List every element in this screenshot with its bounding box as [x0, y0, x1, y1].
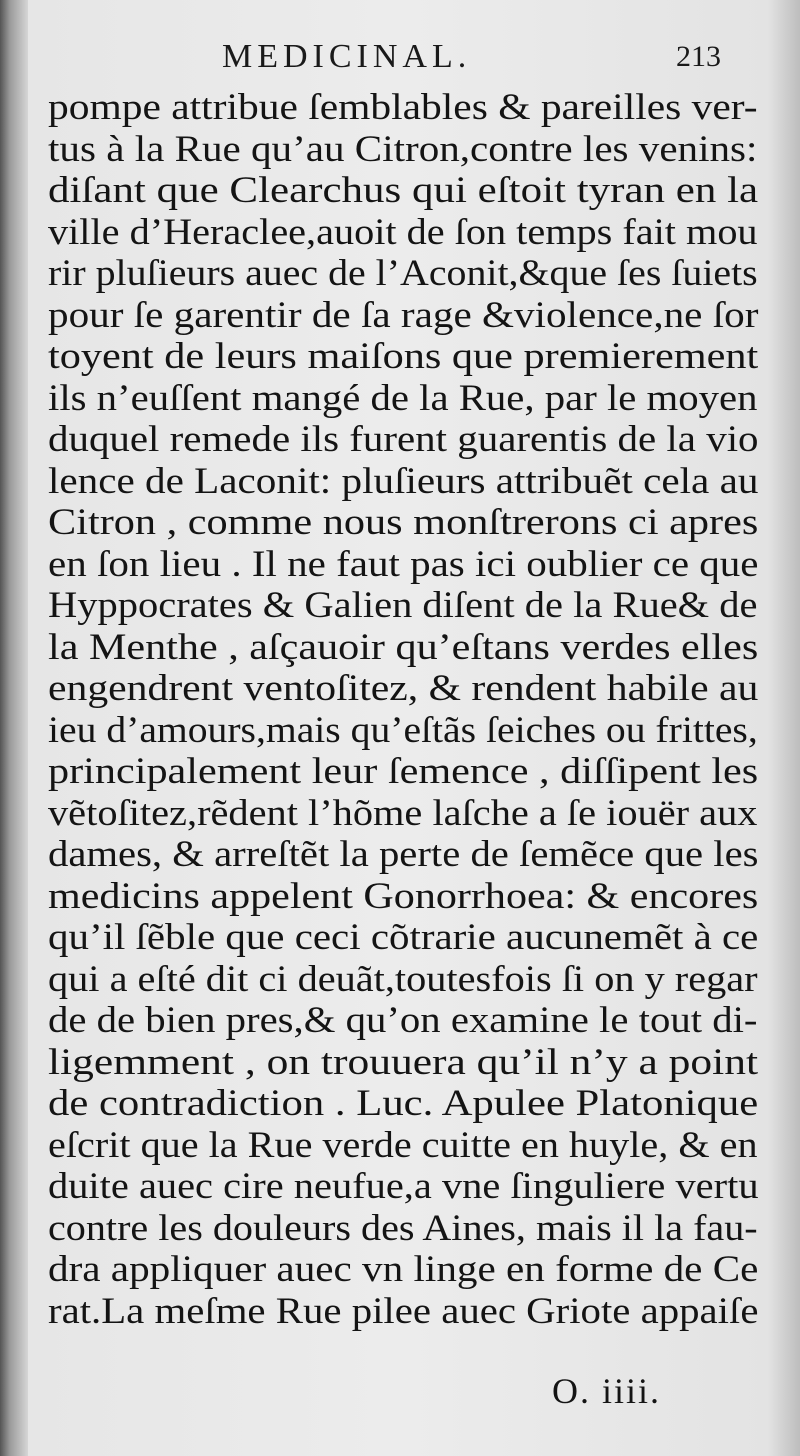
page-gutter-shadow: [0, 0, 28, 1456]
signature-mark: O. iiii.: [552, 1371, 662, 1411]
text-line: ils n’euſſent mangé de la Rue, par le moyen: [48, 376, 758, 418]
text-line: en ſon lieu . Il ne faut pas ici oublier ce que: [48, 542, 759, 584]
text-line: pompe attribue ſemblables & pareilles ver-: [48, 86, 758, 127]
text-line: rat.La meſme Rue pilee auec Griote appaiſe: [48, 1289, 759, 1331]
page-header: [0, 38, 800, 88]
text-line: ville d’Heraclee,auoit de ſon temps fait mou: [48, 210, 758, 252]
text-line: medicins appelent Gonorrhoea: & encores: [48, 874, 759, 916]
text-line: lence de Laconit: pluſieurs attribuẽt cela au: [48, 459, 759, 501]
text-line: qu’il ſẽble que ceci cõtrarie aucunemẽt à ce: [48, 916, 759, 957]
text-line: de contradiction . Luc. Apulee Platonique: [48, 1082, 759, 1123]
text-line: dames, & arreſtẽt la perte de ſemẽce que les: [48, 833, 759, 874]
text-line: Hyppocrates & Galien diſent de la Rue& de: [48, 584, 758, 625]
text-line: qui a eſté dit ci deuãt,toutesfois ſi on y regar: [48, 957, 758, 999]
text-line: ieu d’amours,mais qu’eſtãs ſeiches ou frittes,: [48, 708, 758, 750]
page-number: 213: [676, 40, 721, 73]
running-head: MEDICINAL.: [222, 38, 472, 75]
text-line: duquel remede ils furent guarentis de la vio: [48, 418, 759, 459]
text-line: la Menthe , aſçauoir qu’eſtans verdes elles: [48, 625, 759, 667]
text-line: pour ſe garentir de ſa rage &violence,ne ſor: [48, 293, 759, 335]
text-line: engendrent ventoſitez, & rendent habile au: [48, 667, 759, 708]
text-line: duite auec cire neufue,a vne ſinguliere vertu: [48, 1165, 759, 1206]
body-text: [48, 86, 758, 1331]
show-through-ink: [100, 1372, 400, 1412]
text-line: de de bien pres,& qu’on examine le tout di-: [48, 999, 758, 1040]
text-line: tus à la Rue qu’au Citron,contre les venins:: [48, 127, 758, 169]
text-line: dra appliquer auec vn linge en forme de Ce: [48, 1248, 759, 1289]
text-line: toyent de leurs maiſons que premierement: [48, 335, 759, 376]
text-line: ligemment , on trouuera qu’il n’y a point: [48, 1040, 759, 1082]
text-line: contre les douleurs des Aines, mais il la fau-: [48, 1206, 758, 1248]
text-line: rir pluſieurs auec de l’Aconit,&que ſes ſuiets: [48, 252, 758, 293]
text-line: principalement leur ſemence , diſſipent les: [48, 750, 759, 791]
text-line: vẽtoſitez,rẽdent l’hõme laſche a ſe iouër aux: [48, 791, 758, 833]
text-line: Citron , comme nous monſtrerons ci apres: [48, 501, 759, 542]
text-line: eſcrit que la Rue verde cuitte en huyle, & en: [48, 1123, 758, 1165]
text-line: diſant que Clearchus qui eſtoit tyran en la: [48, 169, 759, 210]
